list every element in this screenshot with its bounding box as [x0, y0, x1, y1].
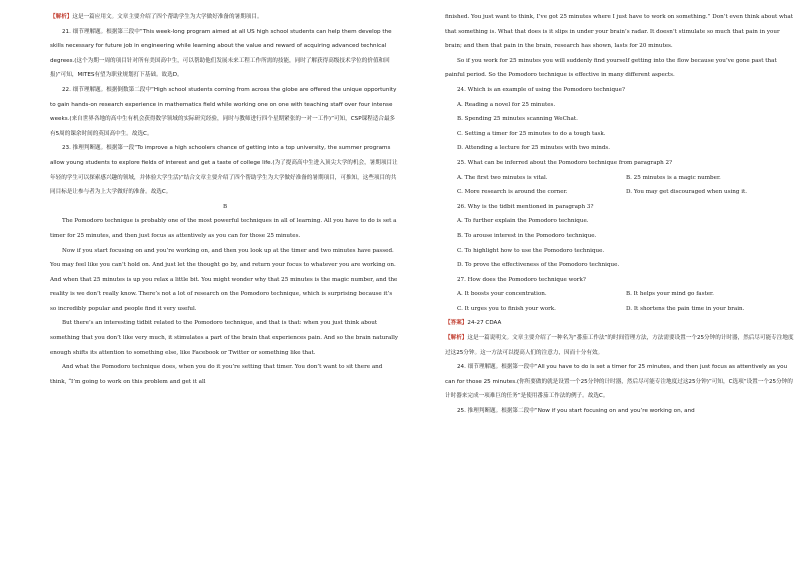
q21-explanation: 21. 细节理解题。根据第三段中“This week-long program aimed at all US high school students can help them develop the skills necessary for future job in engineering while learning about the value and reward of acquiring advanced technical degrees.(这个为期一周的项目针对所有美国高中生，可以帮助他们发展未来工程工作所需的技能，同时了解获得高级技术学位的价值和回报)”可知，MITES有望为职业规划打下基础。故选D。: [50, 28, 394, 79]
analysis-paragraph: [50, 10, 400, 25]
analysis-text: 这是一篇应用文。文章主要介绍了四个帮助学生为大学做好准备的暑期项目。: [72, 14, 263, 20]
q25-option-d: D. You may get discouraged when using it.: [626, 189, 748, 196]
q23-explanation: 23. 推理判断题。根据第一段“To improve a high schoolers chance of getting into a top university, the summer programs allow young students to explore fields of interest and get a taste of college life.(为了提高高中生进入顶尖大学的机会，暑期项目让年轻的学生可以探索感兴趣的领域，并体验大学生活)”结合文章主要介绍了四个帮助学生为大学做好准备的暑期项目，可推知，这些项目的共同目标是让参与者为上大学做好的准备。故选C。: [50, 145, 398, 196]
q25-explanation: 25. 推理判断题。根据第二段中“Now if you start focusing on and you’re working on, and: [457, 408, 695, 415]
answer-text: 24-27 CDAA: [467, 320, 502, 327]
passage-paragraph-3: But there’s an interesting tidbit related to the Pomodoro technique, and that is that: when you just think about something that you don’t like very much, it stimulates a part of the brain that experiences pain. And so the brain naturally enough shifts its attention to something else, like Facebook or Twitter or something like that.: [50, 320, 400, 356]
q26-option-d: D. To prove the effectiveness of the Pomodoro technique.: [457, 262, 620, 269]
question-25: 25. What can be inferred about the Pomodoro technique from paragraph 2?: [457, 159, 673, 166]
right-column: [445, 10, 795, 419]
q24-option-d: D. Attending a lecture for 25 minutes with two minds.: [457, 145, 611, 152]
question-24: 24. Which is an example of using the Pomodoro technique?: [457, 86, 625, 93]
answer-tag: 【答案】: [445, 320, 468, 327]
analysis-tag: 【解析】: [50, 14, 73, 20]
q25-option-a: A. The first two minutes is vital.: [457, 174, 548, 181]
answer-line: [445, 316, 795, 331]
q24-option-a: A. Reading a novel for 25 minutes.: [457, 101, 556, 108]
q25-options-row-1: [445, 171, 795, 186]
q24-explanation: 24. 细节理解题。根据第一段中“All you have to do is set a timer for 25 minutes, and then just focus as attentively as you can for those 25 minutes.(你所要做的就是设置一个25分钟的计时器，然后尽可能专注地度过这25分钟)”可知，C选项“设置一个25分钟的计时器来完成一项难巨的任务”是使用番茄工作法的例子。故选C。: [445, 364, 793, 400]
q24-option-b: B. Spending 25 minutes scanning WeChat.: [457, 116, 578, 123]
q26-option-c: C. To highlight how to use the Pomodoro technique.: [457, 247, 605, 254]
q22-explanation: 22. 细节理解题。根据倒数第二段中“High school students coming from across the globe are offered the unique opportunity to gain hands-on research experience in mathematics field while working one on one with teaching staff over four intense weeks.(来自世界各地的高中生有机会获得数学领域的实际研究经验，同时与教师进行四个星期紧张的一对一工作)”可知，CSP课程适合最多有5周的课余时间的英国高中生。故选C。: [50, 86, 399, 137]
section-heading-b: B: [222, 203, 228, 210]
question-27: 27. How does the Pomodoro technique work?: [457, 276, 586, 283]
analysis-text-b: 这是一篇说明文。文章主要介绍了一种名为“番茄工作法”的时间管理方法，方法需要设置一个25分钟的计时器，然后尽可能专注地度过这25分钟。这一方法可以提高人们的注意力，因而十分有效。: [445, 335, 794, 356]
passage-last-paragraph: So if you work for 25 minutes you will suddenly find yourself getting into the flow because you’ve gone past that painful period. So the Pomodoro technique is effective in many different aspects.: [445, 57, 779, 79]
q27-option-b: B. It helps your mind go faster.: [626, 291, 714, 298]
q27-option-c: C. It urges you to finish your work.: [457, 305, 556, 312]
q27-option-a: A. It boosts your concentration.: [457, 291, 547, 298]
passage-continuation: finished. You just want to think, I’ve got 25 minutes where I just have to work on something.” Don’t even think about what that something is. What that does is it slips in under your brain’s radar. It doesn’t stimulate so much that pain in your brain; and then that pain in the brain, research has shown, lasts for 20 minutes.: [445, 14, 795, 50]
analysis-tag-b: 【解析】: [445, 335, 468, 342]
passage-paragraph-2: Now if you start focusing on and you’re working on, and then you look up at the timer and two minutes have passed. You may feel like you can’t hold on. And just let the thought go by, and return your focus to whatever you are working on. And when that 25 minutes is up you relax a little bit. You might wonder why that 25 minutes is the magic number, and the reality is we don’t really know. There’s not a lot of research on the Pomodoro technique, which is surprising because it’s so incredibly popular and people find it very useful.: [50, 247, 400, 312]
q25-options-row-2: [445, 185, 795, 200]
q27-option-d: D. It shortens the pain time in your brain.: [626, 305, 745, 312]
q25-option-c: C. More research is around the corner.: [457, 189, 568, 196]
q27-options-row-2: [445, 302, 795, 317]
passage-paragraph-1: The Pomodoro technique is probably one of the most powerful techniques in all of learning. All you have to do is set a timer for 25 minutes, and then just focus as attentively as you can for those 25 minutes.: [50, 218, 399, 239]
question-26: 26. Why is the tidbit mentioned in paragraph 3?: [457, 203, 594, 210]
analysis-paragraph-b: [445, 331, 795, 360]
q26-option-b: B. To arouse interest in the Pomodoro technique.: [457, 232, 597, 239]
passage-paragraph-4: And what the Pomodoro technique does, when you do it you’re setting that timer. You don’t want to sit there and think, “I’m going to work on this problem and get it all: [50, 364, 385, 385]
q25-option-b: B. 25 minutes is a magic number.: [626, 174, 721, 181]
q26-option-a: A. To further explain the Pomodoro technique.: [457, 218, 589, 225]
left-column: [50, 10, 400, 389]
q27-options-row-1: [445, 287, 795, 302]
q24-option-c: C. Setting a timer for 25 minutes to do a tough task.: [457, 130, 606, 137]
